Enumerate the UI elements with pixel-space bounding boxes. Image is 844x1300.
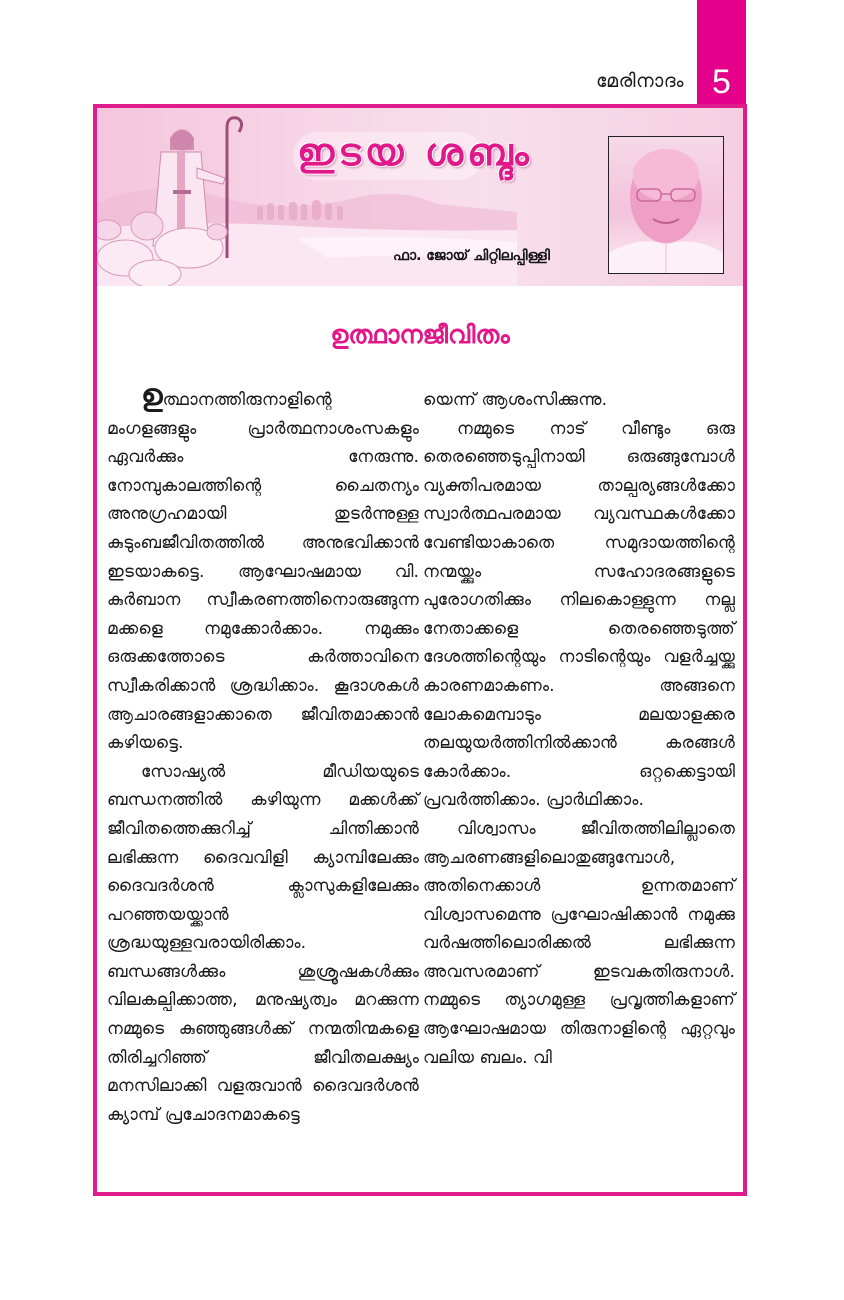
paragraph: സോഷ്യൽ മീഡിയയുടെ ബന്ധനത്തിൽ കഴിയുന്ന മക്കൾക്ക് ജീവിതത്തെക്കുറിച്ച് ചിന്തിക്കാൻ ലഭിക്കുന്ന ദൈവവിളി ക്യാമ്പിലേക്കും ദൈവദർശൻ ക്ലാസുകളിലേക്കും പറഞ്ഞയയ്ക്കാൻ ശ്രദ്ധയുള്ളവരായിരിക്കാം. ബന്ധങ്ങൾക്കും ശുശ്രൂഷകൾക്കും വിലകല്പിക്കാത്ത, മനുഷ്യത്വം മറക്കുന്ന നമ്മുടെ കുഞ്ഞുങ്ങൾക്ക് നന്മതിന്മകളെ തിരിച്ചറിഞ്ഞ് ജീവിതലക്ഷ്യം മനസിലാക്കി വളരുവാൻ ദൈവദർശൻ ക്യാമ്പ് പ്രചോദനമാകട്ടെ xyxy=(107,761,419,1125)
author-photo xyxy=(608,136,724,274)
author-name: ഫാ. ജോയ് ചിറ്റിലപ്പിള്ളി xyxy=(393,248,550,264)
magazine-name: മേരിനാദം xyxy=(595,70,684,92)
article-title: ഉത്ഥാനജീവിതം xyxy=(330,320,510,349)
column-title: ഇടയ ശബ്ദം xyxy=(297,130,533,174)
paragraph: യെന്ന് ആശംസിക്കുന്നു. xyxy=(423,390,608,410)
article-frame xyxy=(93,104,747,1196)
article-column-right xyxy=(423,386,735,1072)
column-banner xyxy=(97,108,743,286)
article-column-left xyxy=(107,378,419,1129)
portrait-icon xyxy=(609,137,723,273)
drop-cap: ഉ xyxy=(141,378,163,413)
paragraph: വിശ്വാസം ജീവിതത്തിലില്ലാതെ ആചരണങ്ങളിലൊതുങ്ങുമ്പോൾ, അതിനെക്കാൾ ഉന്നതമാണ് വിശ്വാസമെന്നു പ്രഘോഷിക്കാൻ നമുക്കു വർഷത്തിലൊരിക്കൽ ലഭിക്കുന്ന അവസരമാണ് ഇടവകതിരുനാൾ. നമ്മുടെ ത്യാഗമുള്ള പ്രവൃത്തികളാണ് ആഘോഷമായ തിരുനാളിന്റെ ഏറ്റവും വലിയ ബലം. വി xyxy=(423,818,735,1068)
page-number: 5 xyxy=(712,63,731,101)
paragraph: നമ്മുടെ നാട് വീണ്ടും ഒരു തെരഞ്ഞെടുപ്പിനായി ഒരുങ്ങുമ്പോൾ വ്യക്തിപരമായ താല്പര്യങ്ങൾക്കോ സ്വാർത്ഥപരമായ വ്യവസ്ഥകൾക്കോ വേണ്ടിയാകാതെ സമുദായത്തിന്റെ നന്മയ്ക്കും സഹോദരങ്ങളുടെ പുരോഗതിക്കും നിലകൊള്ളുന്ന നല്ല നേതാക്കളെ തെരഞ്ഞെടുത്ത് ദേശത്തിന്റെയും നാടിന്റെയും വളർച്ചയ്ക്കു കാരണമാകണം. അങ്ങനെ ലോകമെമ്പാടും മലയാളക്കര തലയുയർത്തിനിൽക്കാൻ കരങ്ങൾ കോർക്കാം. ഒറ്റക്കെട്ടായി പ്രവർത്തിക്കാം. പ്രാർഥിക്കാം. xyxy=(423,418,735,811)
paragraph: ഉത്ഥാനത്തിരുനാളിന്റെ മംഗളങ്ങളും പ്രാർത്ഥനാശംസകളും ഏവർക്കും നേരുന്നു. നോമ്പുകാലത്തിന്റെ ചൈതന്യം അനുഗ്രഹമായി തുടർന്നുള്ള കുടുംബജീവിതത്തിൽ അനുഭവിക്കാൻ ഇടയാകട്ടെ. ആഘോഷമായ വി. കുർബാന സ്വീകരണത്തിനൊരുങ്ങുന്ന മക്കളെ നമുക്കോർക്കാം. നമുക്കും ഒരുക്കത്തോടെ കർത്താവിനെ സ്വീകരിക്കാൻ ശ്രദ്ധിക്കാം. കൂദാശകൾ ആചാരങ്ങളാക്കാതെ ജീവിതമാക്കാൻ കഴിയട്ടെ. xyxy=(107,378,419,754)
